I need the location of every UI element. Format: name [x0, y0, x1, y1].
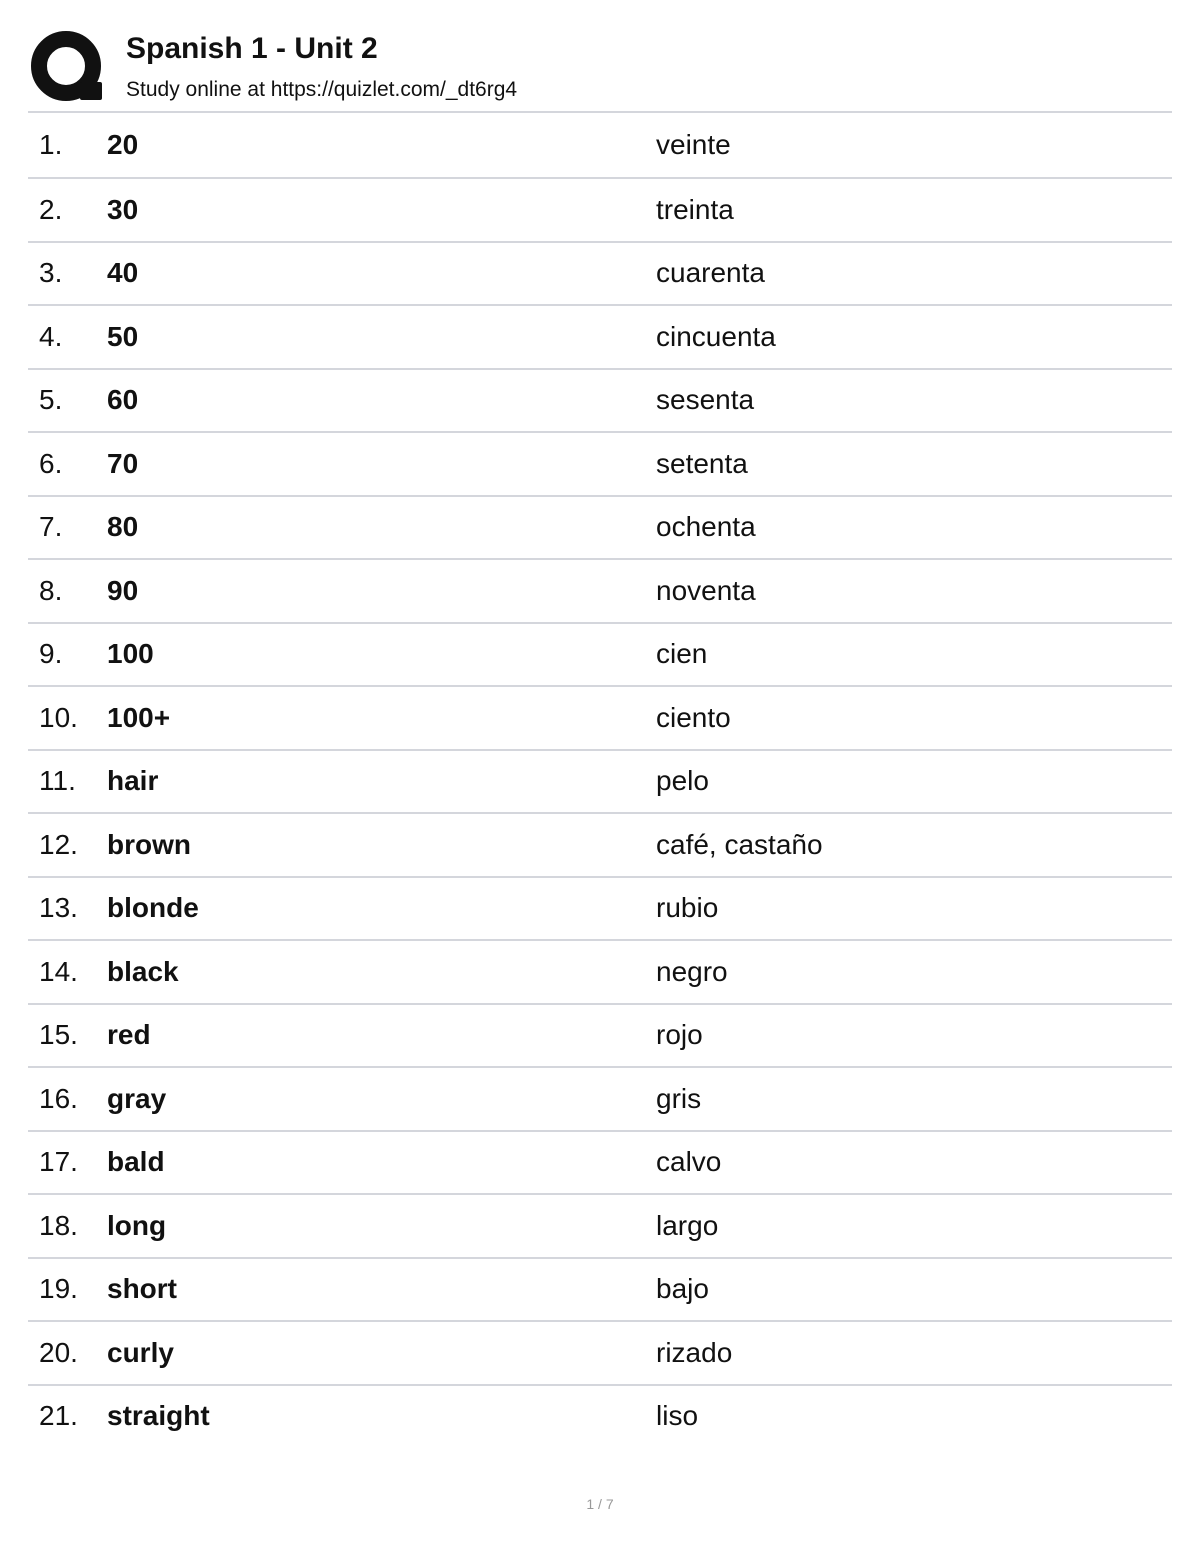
term-number: 1.: [39, 129, 63, 160]
term-definition: rizado: [656, 1336, 733, 1368]
term-number: 9.: [39, 638, 63, 670]
term-word: red: [107, 1019, 151, 1051]
page-number: 1 / 7: [586, 1496, 614, 1512]
term-definition: calvo: [656, 1146, 722, 1178]
term-number: 16.: [39, 1082, 78, 1114]
term-definition: rojo: [656, 1019, 703, 1051]
document-title: Spanish 1 - Unit 2: [126, 32, 378, 65]
term-row: [28, 1193, 1172, 1257]
term-row: [28, 1384, 1172, 1448]
term-number: 12.: [39, 828, 78, 860]
term-definition: rubio: [656, 892, 719, 924]
term-word: 40: [107, 257, 139, 289]
term-row: [28, 111, 1172, 177]
term-definition: ochenta: [656, 511, 756, 543]
term-definition: setenta: [656, 447, 748, 479]
term-number: 6.: [39, 447, 63, 479]
term-number: 5.: [39, 384, 63, 416]
term-definition: noventa: [656, 574, 756, 606]
term-row: [28, 1066, 1172, 1130]
term-row: [28, 939, 1172, 1003]
term-definition: negro: [656, 955, 728, 987]
term-definition: ciento: [656, 701, 731, 733]
term-definition: café, castaño: [656, 828, 823, 860]
term-number: 4.: [39, 320, 63, 352]
term-row: [28, 241, 1172, 305]
term-word: 90: [107, 574, 139, 606]
term-number: 19.: [39, 1273, 78, 1305]
term-row: [28, 177, 1172, 241]
term-row: [28, 1130, 1172, 1194]
term-definition: treinta: [656, 193, 734, 225]
term-definition: gris: [656, 1082, 702, 1114]
term-word: curly: [107, 1336, 174, 1368]
term-number: 7.: [39, 511, 63, 543]
term-row: [28, 431, 1172, 495]
term-definition: cien: [656, 638, 708, 670]
term-word: 80: [107, 511, 139, 543]
term-row: [28, 304, 1172, 368]
term-word: long: [107, 1209, 167, 1241]
term-number: 14.: [39, 955, 78, 987]
term-number: 11.: [39, 765, 76, 797]
term-number: 18.: [39, 1209, 78, 1241]
term-definition: liso: [656, 1400, 699, 1432]
term-number: 20.: [39, 1336, 78, 1368]
term-definition: cuarenta: [656, 257, 765, 289]
term-definition: bajo: [656, 1273, 709, 1305]
term-row: [28, 1257, 1172, 1321]
term-number: 13.: [39, 892, 78, 924]
term-row: [28, 876, 1172, 940]
term-definition: veinte: [656, 129, 731, 160]
term-word: straight: [107, 1400, 210, 1432]
term-word: hair: [107, 765, 159, 797]
term-word: bald: [107, 1146, 165, 1178]
term-list: [28, 111, 1172, 1447]
term-word: short: [107, 1273, 177, 1305]
term-definition: pelo: [656, 765, 709, 797]
term-word: blonde: [107, 892, 199, 924]
term-row: [28, 749, 1172, 813]
study-online-link[interactable]: Study online at https://quizlet.com/_dt6rg4: [126, 78, 518, 101]
term-row: [28, 685, 1172, 749]
term-definition: sesenta: [656, 384, 755, 416]
term-row: [28, 495, 1172, 559]
term-number: 17.: [39, 1146, 78, 1178]
term-row: [28, 368, 1172, 432]
term-number: 3.: [39, 257, 63, 289]
term-word: 100+: [107, 701, 171, 733]
term-definition: largo: [656, 1209, 719, 1241]
term-word: 60: [107, 384, 139, 416]
term-number: 15.: [39, 1019, 78, 1051]
term-number: 21.: [39, 1400, 78, 1432]
term-word: 100: [107, 638, 154, 670]
term-word: black: [107, 955, 179, 987]
term-number: 8.: [39, 574, 63, 606]
term-row: [28, 558, 1172, 622]
term-word: 30: [107, 193, 139, 225]
term-number: 2.: [39, 193, 63, 225]
term-word: 20: [107, 129, 139, 160]
term-row: [28, 1320, 1172, 1384]
term-word: 50: [107, 320, 139, 352]
term-definition: cincuenta: [656, 320, 776, 352]
quizlet-q-logo-icon: [30, 30, 106, 106]
term-word: 70: [107, 447, 139, 479]
document-header: [28, 26, 1172, 110]
term-number: 10.: [39, 701, 78, 733]
term-word: brown: [107, 828, 191, 860]
term-row: [28, 812, 1172, 876]
term-row: [28, 622, 1172, 686]
term-word: gray: [107, 1082, 167, 1114]
term-row: [28, 1003, 1172, 1067]
